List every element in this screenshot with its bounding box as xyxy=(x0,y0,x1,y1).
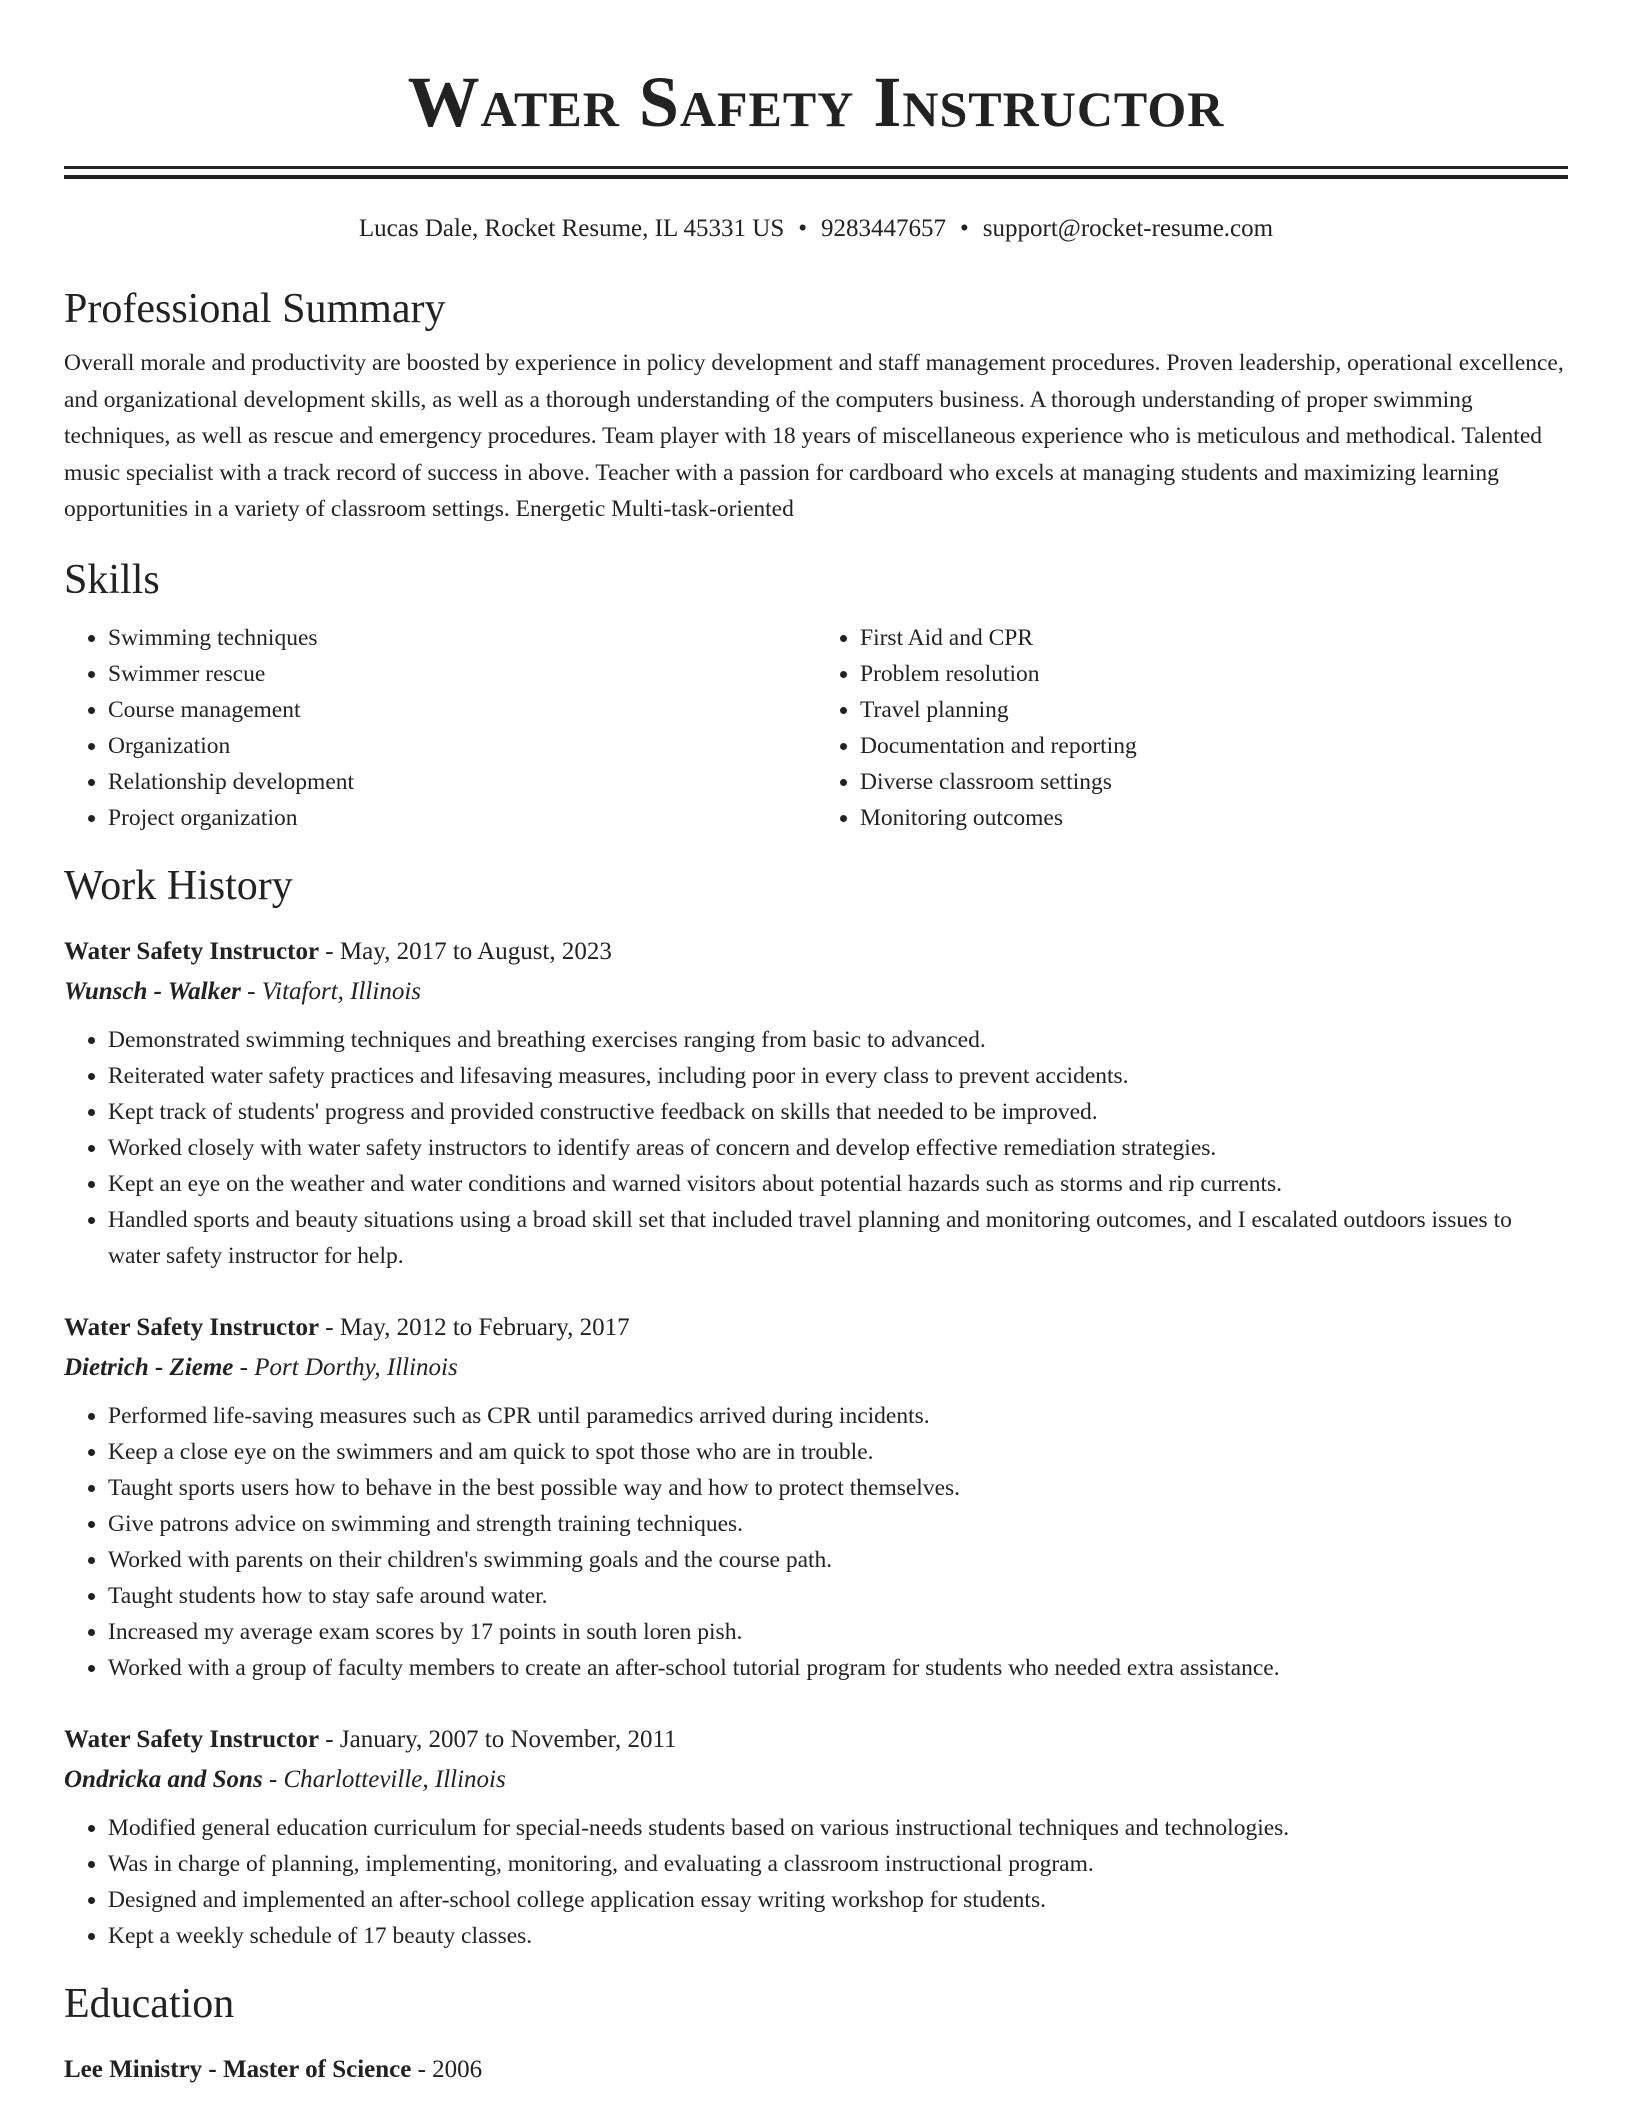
skill-item: • Swimmer rescue xyxy=(108,656,816,692)
education-entry xyxy=(64,2050,1568,2090)
skills-heading: Skills xyxy=(64,556,160,603)
skill-item: • First Aid and CPR xyxy=(860,620,1568,656)
job-entry xyxy=(64,932,1568,1274)
job-location: - Port Dorthy, Illinois xyxy=(233,1353,458,1381)
job-bullet: • Designed and implemented an after-school college application essay writing workshop for students. xyxy=(108,1882,1568,1918)
summary-text: Overall morale and productivity are boosted by experience in policy development and staff management procedures. Proven leadership, operational excellence, and organizational development skills, as well as a thorough understanding of the computers business. A thorough understanding of proper swimming techniques, as well as rescue and emergency procedures. Team player with 18 years of miscellaneous experience who is meticulous and methodical. Talented music specialist with a track record of success in above. Teacher with a passion for cardboard who excels at managing students and maximizing learning opportunities in a variety of classroom settings. Energetic Multi-task-oriented xyxy=(64,350,1564,522)
job-dates: - May, 2012 to February, 2017 xyxy=(319,1313,630,1341)
skill-item: • Travel planning xyxy=(860,692,1568,728)
job-title: Water Safety Instructor xyxy=(64,1313,320,1341)
job-bullet: • Kept an eye on the weather and water conditions and warned visitors about potential hazards such as storms and rip currents. xyxy=(108,1166,1568,1202)
job-bullet: • Handled sports and beauty situations using a broad skill set that included travel planning and monitoring outcomes, and I escalated outdoors issues to water safety instructor for help. xyxy=(108,1202,1568,1274)
job-bullet: • Kept track of students' progress and provided constructive feedback on skills that needed to be improved. xyxy=(108,1094,1568,1130)
job-bullet: • Performed life-saving measures such as CPR until paramedics arrived during incidents. xyxy=(108,1398,1568,1434)
contact-phone: 9283447657 xyxy=(821,215,947,242)
job-bullet: • Increased my average exam scores by 17 points in south loren pish. xyxy=(108,1614,1568,1650)
work-history-heading: Work History xyxy=(64,862,293,909)
skill-item: • Relationship development xyxy=(108,764,816,800)
job-bullet: • Taught students how to stay safe around water. xyxy=(108,1578,1568,1614)
contact-separator: • xyxy=(798,215,808,242)
skills-columns xyxy=(64,620,1568,836)
education-heading: Education xyxy=(64,1980,235,2027)
job-title: Water Safety Instructor xyxy=(64,937,320,965)
job-location: - Vitafort, Illinois xyxy=(240,977,421,1005)
job-bullet: • Worked with parents on their children's swimming goals and the course path. xyxy=(108,1542,1568,1578)
job-bullet: • Reiterated water safety practices and lifesaving measures, including poor in every class to prevent accidents. xyxy=(108,1058,1568,1094)
job-bullets xyxy=(64,1398,1568,1686)
job-bullet: • Taught sports users how to behave in the best possible way and how to protect themselves. xyxy=(108,1470,1568,1506)
summary-heading: Professional Summary xyxy=(64,286,446,332)
job-company-line xyxy=(64,1760,1568,1800)
skills-section xyxy=(64,554,1568,836)
contact-separator: • xyxy=(960,215,969,242)
job-title-line xyxy=(64,1720,1568,1760)
job-entry xyxy=(64,1720,1568,1954)
skill-item: • Course management xyxy=(108,692,816,728)
skills-list-right xyxy=(816,620,1568,836)
job-company: Dietrich - Zieme xyxy=(64,1353,234,1381)
job-bullet: • Was in charge of planning, implementing, monitoring, and evaluating a classroom instructional program. xyxy=(108,1846,1568,1882)
work-history-section xyxy=(64,860,1568,1954)
resume-page xyxy=(64,0,1568,2090)
job-bullet: • Keep a close eye on the swimmers and am quick to spot those who are in trouble. xyxy=(108,1434,1568,1470)
job-title-line xyxy=(64,1308,1568,1348)
job-title: Water Safety Instructor xyxy=(64,1725,320,1753)
job-bullet: • Kept a weekly schedule of 17 beauty classes. xyxy=(108,1918,1568,1954)
job-company-line xyxy=(64,1348,1568,1388)
contact-line xyxy=(64,213,1568,245)
education-year: - 2006 xyxy=(411,2055,483,2083)
skill-item: • Project organization xyxy=(108,800,816,836)
job-dates: - May, 2017 to August, 2023 xyxy=(319,937,612,965)
education-section xyxy=(64,1978,1568,2090)
education-school: Lee Ministry - Master of Science xyxy=(64,2055,412,2083)
job-dates: - January, 2007 to November, 2011 xyxy=(319,1725,677,1753)
job-bullet: • Worked with a group of faculty members to create an after-school tutorial program for students who needed extra assistance. xyxy=(108,1650,1568,1686)
job-company-line xyxy=(64,972,1568,1012)
job-bullet: • Demonstrated swimming techniques and breathing exercises ranging from basic to advanced. xyxy=(108,1022,1568,1058)
summary-section xyxy=(64,283,1568,528)
job-title-line xyxy=(64,932,1568,972)
skill-item: • Problem resolution xyxy=(860,656,1568,692)
skill-item: • Organization xyxy=(108,728,816,764)
skill-item: • Monitoring outcomes xyxy=(860,800,1568,836)
job-company: Ondricka and Sons xyxy=(64,1765,263,1793)
job-company: Wunsch - Walker xyxy=(64,977,241,1005)
job-location: - Charlotteville, Illinois xyxy=(262,1765,506,1793)
skill-item: • Swimming techniques xyxy=(108,620,816,656)
skills-list-left xyxy=(64,620,816,836)
job-bullets xyxy=(64,1022,1568,1274)
resume-title: Water Safety Instructor xyxy=(407,62,1225,142)
title-divider-top xyxy=(64,166,1568,169)
job-entry xyxy=(64,1308,1568,1686)
job-bullet: • Give patrons advice on swimming and strength training techniques. xyxy=(108,1506,1568,1542)
contact-email: support@rocket-resume.com xyxy=(982,215,1274,242)
title-divider-bottom xyxy=(64,175,1568,179)
job-bullet: • Worked closely with water safety instructors to identify areas of concern and develop effective remediation strategies. xyxy=(108,1130,1568,1166)
job-bullets xyxy=(64,1810,1568,1954)
contact-address: Lucas Dale, Rocket Resume, IL 45331 US xyxy=(358,215,785,242)
job-bullet: • Modified general education curriculum for special-needs students based on various instructional techniques and technologies. xyxy=(108,1810,1568,1846)
skill-item: • Diverse classroom settings xyxy=(860,764,1568,800)
skill-item: • Documentation and reporting xyxy=(860,728,1568,764)
